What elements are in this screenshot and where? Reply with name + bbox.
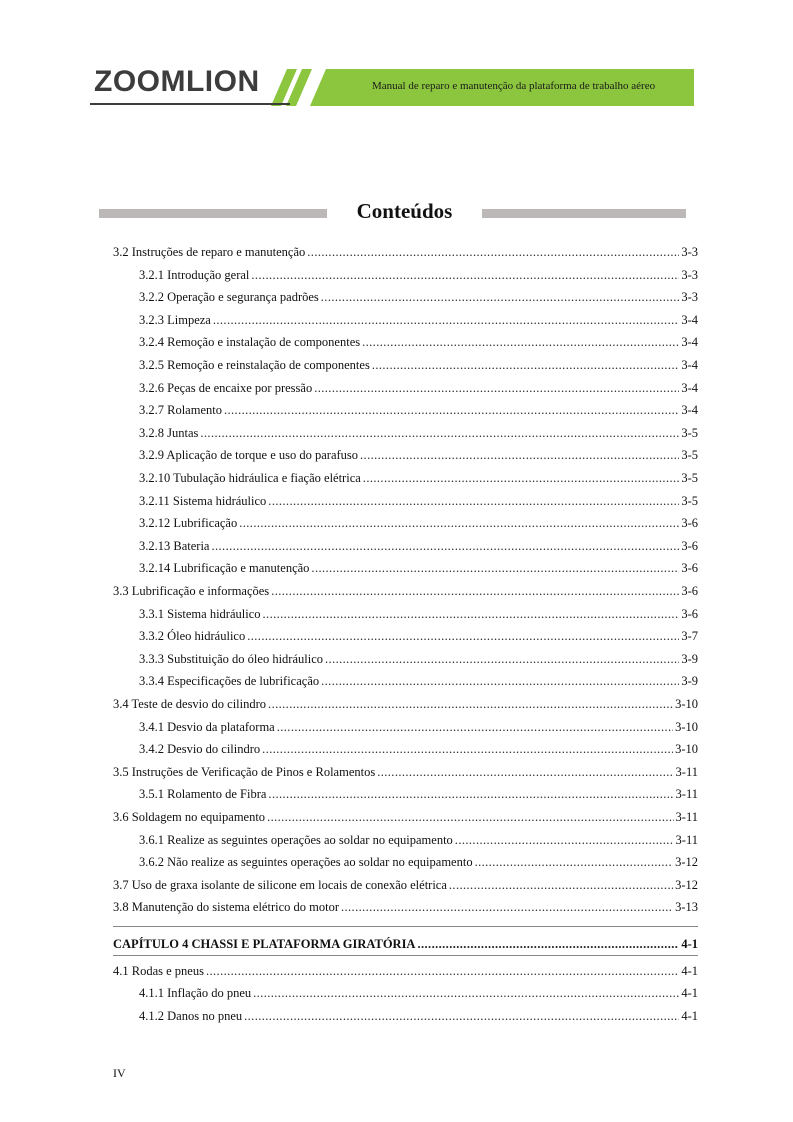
- toc-entry-page: 3-6: [681, 584, 698, 598]
- toc-entry-label: 3.2 Instruções de reparo e manutenção: [113, 245, 306, 259]
- toc-dot-leader: [475, 854, 674, 871]
- toc-entry-label: 3.2.10 Tubulação hidráulica e fiação elétrica: [139, 471, 361, 485]
- toc-dot-leader: [417, 936, 679, 953]
- toc-dot-leader: [263, 606, 680, 623]
- toc-entry-label: 3.2.6 Peças de encaixe por pressão: [139, 380, 313, 395]
- toc-entry[interactable]: [139, 312, 698, 329]
- toc-entry[interactable]: [139, 380, 698, 397]
- toc-entry-label: 3.2.11 Sistema hidráulico: [139, 493, 267, 508]
- toc-entry-label: 3.4.1 Desvio da plataforma: [139, 719, 275, 734]
- header-graphic: [0, 0, 793, 120]
- toc-dot-leader: [377, 764, 673, 781]
- toc-entry-page: 3-4: [681, 358, 698, 372]
- toc-dot-leader: [224, 402, 679, 419]
- toc-entry[interactable]: [139, 515, 698, 532]
- toc-entry-page: 3-7: [681, 629, 698, 644]
- toc-entry[interactable]: [139, 606, 698, 623]
- toc-entry[interactable]: [139, 447, 698, 464]
- toc-entry-label: 3.5.1 Rolamento de Fibra: [139, 787, 267, 802]
- page-number: IV: [113, 1066, 126, 1080]
- toc-entry-label: 3.3 Lubrificação e informações: [113, 584, 270, 598]
- toc-entry[interactable]: [139, 719, 698, 736]
- toc-entry-page: 3-4: [681, 380, 698, 395]
- toc-entry-label: 3.6 Soldagem no equipamento: [113, 810, 266, 824]
- toc-dot-leader: [363, 470, 680, 487]
- toc-entry-page: 3-5: [681, 425, 698, 440]
- toc-entry-label: 3.5 Instruções de Verificação de Pinos e Rolamentos: [113, 764, 376, 779]
- toc-entry[interactable]: [113, 936, 698, 953]
- toc-dot-leader: [321, 673, 679, 690]
- toc-entry-label: 3.2.12 Lubrificação: [139, 516, 238, 531]
- toc-entry-page: 3-3: [681, 290, 698, 305]
- toc-entry[interactable]: [139, 786, 698, 803]
- toc-dot-leader: [200, 425, 679, 442]
- toc-entry[interactable]: [139, 832, 698, 849]
- toc-entry[interactable]: [139, 560, 698, 577]
- toc-dot-leader: [251, 267, 679, 284]
- toc-entry[interactable]: [113, 244, 698, 261]
- toc-entry-page: 4-1: [681, 1008, 698, 1023]
- toc-entry-page: 3-11: [675, 832, 698, 847]
- toc-entry-label: 4.1 Rodas e pneus: [113, 963, 204, 978]
- toc-dot-leader: [239, 515, 679, 532]
- toc-dot-leader: [268, 493, 679, 510]
- toc-dot-leader: [277, 719, 673, 736]
- toc-entry[interactable]: [139, 673, 698, 690]
- toc-entry[interactable]: [139, 493, 698, 510]
- toc-entry-page: 3-4: [681, 335, 698, 350]
- toc-entry-label: 3.2.14 Lubrificação e manutenção: [139, 561, 310, 576]
- toc-dot-leader: [247, 628, 679, 645]
- chapter-divider: [113, 955, 698, 956]
- toc-entry-label: 3.2.8 Juntas: [139, 425, 199, 440]
- toc-dot-leader: [213, 312, 679, 329]
- toc-entry-label: 3.2.5 Remoção e reinstalação de componentes: [139, 358, 370, 372]
- toc-entry[interactable]: [139, 425, 698, 442]
- toc-dot-leader: [372, 357, 680, 374]
- toc-entry[interactable]: [139, 402, 698, 419]
- toc-entry[interactable]: [113, 809, 698, 826]
- toc-entry[interactable]: [113, 764, 698, 781]
- toc-entry[interactable]: [139, 470, 698, 487]
- toc-entry-label: 3.3.4 Especificações de lubrificação: [139, 674, 320, 689]
- toc-entry-page: 3-10: [675, 742, 698, 757]
- title-bar-left: [99, 209, 327, 218]
- toc-entry-label: CAPÍTULO 4 CHASSI E PLATAFORMA GIRATÓRIA: [113, 937, 416, 951]
- toc-entry-label: 3.3.2 Óleo hidráulico: [139, 629, 246, 644]
- toc-entry-label: 3.2.2 Operação e segurança padrões: [139, 290, 319, 305]
- toc-entry-page: 3-5: [681, 493, 698, 508]
- toc-entry[interactable]: [113, 877, 698, 894]
- toc-entry[interactable]: [139, 334, 698, 351]
- toc-entry[interactable]: [113, 963, 698, 980]
- toc-entry-page: 3-10: [675, 719, 698, 734]
- toc-entry[interactable]: [113, 899, 698, 916]
- toc-dot-leader: [268, 786, 673, 803]
- toc-entry[interactable]: [139, 1008, 698, 1025]
- toc-dot-leader: [455, 832, 674, 849]
- toc-entry-page: 3-9: [681, 651, 698, 666]
- toc-dot-leader: [341, 899, 673, 916]
- toc-entry-label: 3.2.3 Limpeza: [139, 312, 211, 327]
- toc-dot-leader: [325, 651, 679, 668]
- toc-entry-label: 3.2.9 Aplicação de torque e uso do parafuso: [139, 448, 359, 463]
- toc-entry-page: 3-12: [675, 877, 698, 892]
- toc-entry-page: 3-11: [675, 764, 698, 779]
- toc-dot-leader: [311, 560, 679, 577]
- toc-dot-leader: [307, 244, 679, 261]
- toc-dot-leader: [206, 963, 679, 980]
- toc-entry[interactable]: [139, 741, 698, 758]
- toc-entry-page: 3-5: [681, 471, 698, 485]
- toc-entry-page: 3-4: [681, 403, 698, 418]
- page-header: [0, 0, 793, 120]
- toc-entry-page: 3-3: [681, 267, 698, 282]
- toc-entry-label: 3.3.3 Substituição do óleo hidráulico: [139, 651, 324, 666]
- toc-entry[interactable]: [139, 289, 698, 306]
- toc-entry[interactable]: [139, 985, 698, 1002]
- manual-title: Manual de reparo e manutenção da plataforma de trabalho aéreo: [372, 80, 656, 92]
- toc-entry-page: 3-11: [675, 810, 698, 824]
- toc-entry-page: 3-4: [681, 312, 698, 327]
- toc-entry-label: 3.2.1 Introdução geral: [139, 267, 250, 282]
- toc-entry-page: 3-6: [681, 606, 698, 621]
- title-bar-right: [482, 209, 686, 218]
- toc-dot-leader: [314, 380, 679, 397]
- toc-entry[interactable]: [113, 583, 698, 600]
- toc-dot-leader: [449, 877, 673, 894]
- toc-dot-leader: [321, 289, 680, 306]
- toc-dot-leader: [268, 696, 673, 713]
- toc-entry-label: 3.6.2 Não realize as seguintes operações ao soldar no equipamento: [139, 855, 473, 870]
- toc-entry[interactable]: [139, 267, 698, 284]
- toc-entry-page: 4-1: [681, 937, 698, 951]
- toc-entry-page: 3-5: [681, 448, 698, 463]
- toc-entry-label: 4.1.1 Inflação do pneu: [139, 986, 252, 1001]
- toc-entry-label: 3.3.1 Sistema hidráulico: [139, 606, 261, 621]
- toc-dot-leader: [253, 985, 679, 1002]
- toc-entry[interactable]: [139, 538, 698, 555]
- toc-entry-page: 3-6: [681, 516, 698, 531]
- toc-entry[interactable]: [139, 854, 698, 871]
- toc-entry-page: 4-1: [681, 963, 698, 978]
- toc-entry-label: 3.2.7 Rolamento: [139, 403, 222, 418]
- toc-entry-label: 4.1.2 Danos no pneu: [139, 1008, 243, 1023]
- brand-logo: ZOOMLION: [94, 65, 260, 98]
- toc-entry-page: 3-6: [681, 538, 698, 553]
- toc-dot-leader: [267, 809, 673, 826]
- toc-entry-page: 4-1: [681, 986, 698, 1001]
- toc-entry-label: 3.2.13 Bateria: [139, 538, 210, 553]
- toc-entry-page: 3-6: [681, 561, 698, 576]
- toc-entry-page: 3-9: [681, 674, 698, 689]
- toc-dot-leader: [262, 741, 673, 758]
- toc-entry-page: 3-13: [675, 900, 698, 915]
- toc-entry-label: 3.6.1 Realize as seguintes operações ao soldar no equipamento: [139, 832, 453, 847]
- toc-entry-page: 3-10: [675, 697, 698, 711]
- toc-entry-page: 3-12: [675, 855, 698, 870]
- toc-entry[interactable]: [139, 651, 698, 668]
- header-underline: [90, 103, 290, 105]
- toc-entry-label: 3.7 Uso de graxa isolante de silicone em locais de conexão elétrica: [113, 877, 447, 892]
- toc-entry-label: 3.2.4 Remoção e instalação de componentes: [139, 335, 361, 350]
- toc-dot-leader: [362, 334, 679, 351]
- toc-entry-page: 3-11: [675, 787, 698, 802]
- toc-dot-leader: [271, 583, 679, 600]
- toc-entry[interactable]: [139, 628, 698, 645]
- toc-entry-page: 3-3: [681, 245, 698, 259]
- toc-entry-label: 3.4.2 Desvio do cilindro: [139, 742, 261, 757]
- toc-dot-leader: [244, 1008, 679, 1025]
- page-title: Conteúdos: [356, 199, 453, 223]
- chapter-divider: [113, 926, 698, 927]
- toc-entry-label: 3.4 Teste de desvio do cilindro: [113, 697, 267, 711]
- toc-dot-leader: [360, 447, 679, 464]
- toc-entry[interactable]: [113, 696, 698, 713]
- toc-entry[interactable]: [139, 357, 698, 374]
- toc-entry-label: 3.8 Manutenção do sistema elétrico do motor: [113, 900, 339, 915]
- toc-dot-leader: [211, 538, 679, 555]
